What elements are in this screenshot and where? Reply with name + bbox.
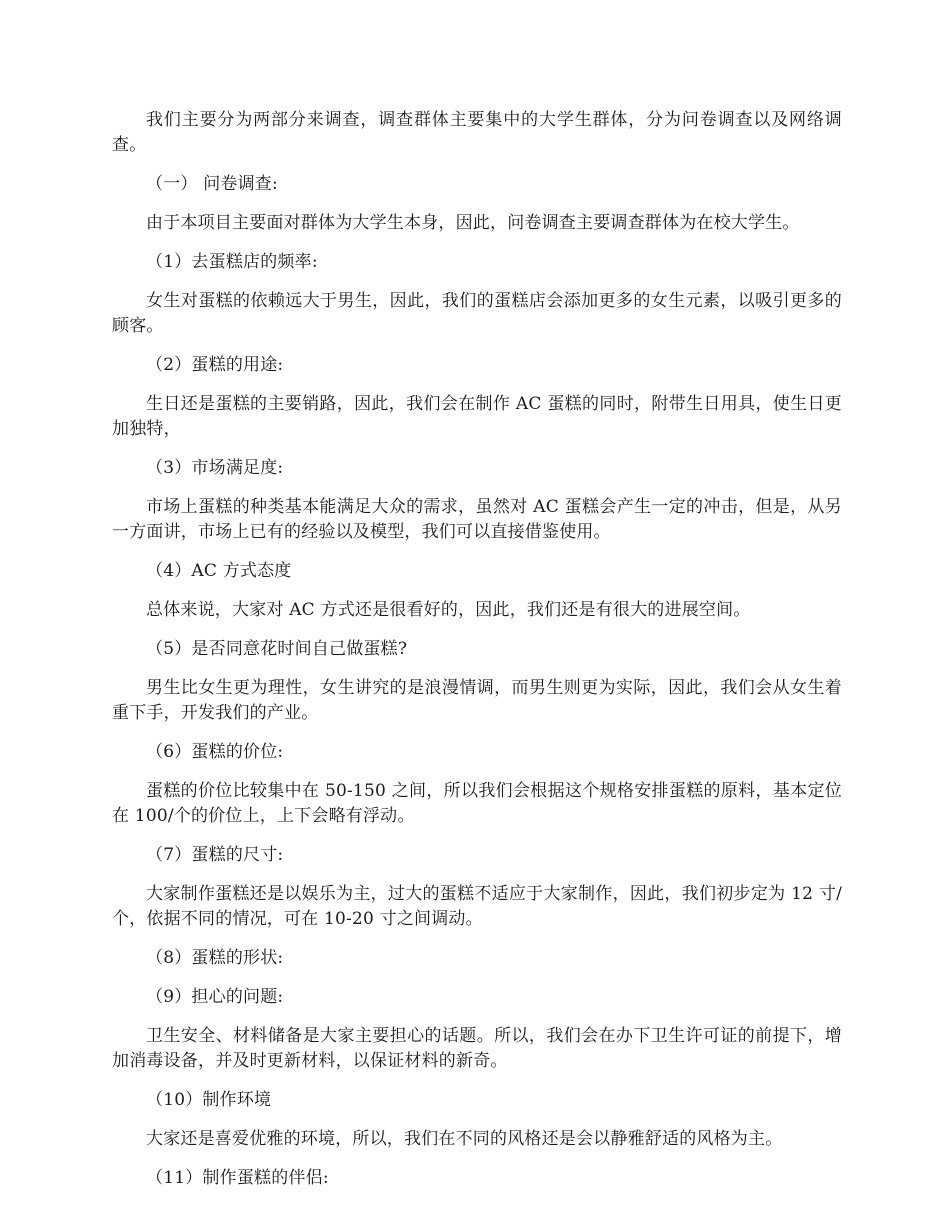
item-paragraph-10: 大家还是喜爱优雅的环境，所以，我们在不同的风格还是会以静雅舒适的风格为主。 (146, 1129, 783, 1149)
item-paragraph-3: 市场上蛋糕的种类基本能满足大众的需求，虽然对 AC 蛋糕会产生一定的冲击，但是，从另一方面讲，市场上已有的经验以及模型，我们可以直接借鉴使用。 (112, 497, 842, 542)
item-paragraph-4: 总体来说，大家对 AC 方式还是很看好的，因此，我们还是有很大的进展空间。 (146, 600, 751, 620)
item-heading-10: （10）制作环境 (146, 1090, 272, 1110)
item-heading-2: （2）蛋糕的用途: (146, 355, 284, 375)
item-heading-11: （11）制作蛋糕的伴侣: (146, 1168, 329, 1188)
item-heading-8: （8）蛋糕的形状: (146, 948, 284, 968)
item-heading-4: （4）AC 方式态度 (146, 561, 292, 581)
item-paragraph-9: 卫生安全、材料储备是大家主要担心的话题。所以，我们会在办下卫生许可证的前提下，增加消毒设备，并及时更新材料，以保证材料的新奇。 (112, 1026, 842, 1071)
item-paragraph-5: 男生比女生更为理性，女生讲究的是浪漫情调，而男生则更为实际，因此，我们会从女生着重下手，开发我们的产业。 (112, 678, 842, 723)
intro-paragraph: 我们主要分为两部分来调查，调查群体主要集中的大学生群体，分为问卷调查以及网络调查。 (112, 110, 842, 155)
item-paragraph-7: 大家制作蛋糕还是以娱乐为主，过大的蛋糕不适应于大家制作，因此，我们初步定为 12 寸/个，依据不同的情况，可在 10-20 寸之间调动。 (112, 884, 842, 929)
document-page (112, 108, 842, 1205)
item-paragraph-1: 女生对蛋糕的依赖远大于男生，因此，我们的蛋糕店会添加更多的女生元素，以吸引更多的顾客。 (112, 291, 842, 336)
item-heading-6: （6）蛋糕的价位: (146, 742, 284, 762)
item-heading-1: （1）去蛋糕店的频率: (146, 252, 318, 272)
section-heading-survey: （一） 问卷调查: (146, 174, 278, 194)
item-heading-7: （7）蛋糕的尺寸: (146, 845, 284, 865)
item-paragraph-6: 蛋糕的价位比较集中在 50-150 之间，所以我们会根据这个规格安排蛋糕的原料，基本定位在 100/个的价位上，上下会略有浮动。 (112, 781, 842, 826)
item-heading-3: （3）市场满足度: (146, 458, 284, 478)
item-heading-5: （5）是否同意花时间自己做蛋糕? (146, 639, 408, 659)
item-heading-9: （9）担心的问题: (146, 987, 284, 1007)
item-paragraph-2: 生日还是蛋糕的主要销路，因此，我们会在制作 AC 蛋糕的同时，附带生日用具，使生日更加独特， (112, 394, 842, 439)
survey-paragraph: 由于本项目主要面对群体为大学生本身，因此，问卷调查主要调查群体为在校大学生。 (146, 213, 800, 233)
